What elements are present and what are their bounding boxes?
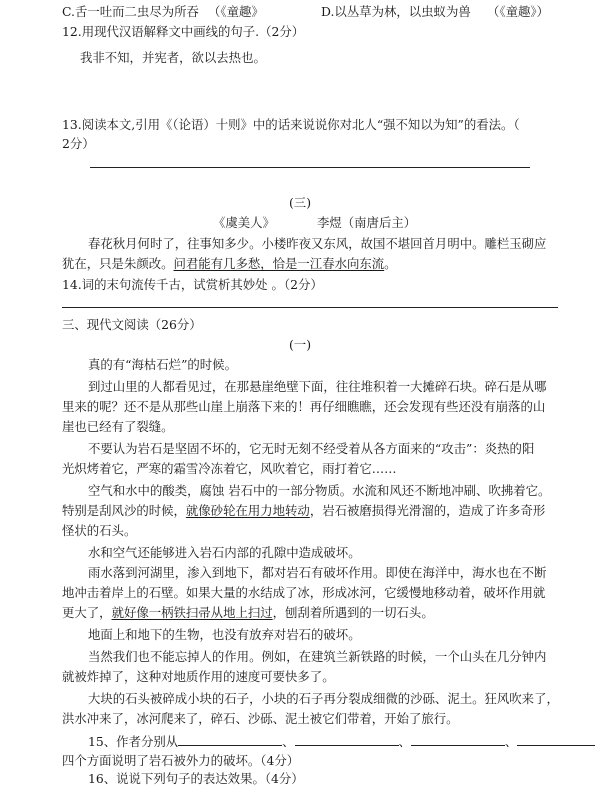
option-c-source: （《童趣》 <box>208 4 264 19</box>
q15-line2: 四个方面说明了岩石被外力的破坏。（4分） <box>62 753 300 768</box>
q15-blank-4[interactable] <box>517 733 595 746</box>
passage-p6-line2: 地冲击着岸上的石壁。如果大量的水结成了冰，形成冰河，它缓慢地移动着，破坏作用就 <box>62 585 546 600</box>
section3-heading: 三、现代文阅读（26分） <box>62 317 202 332</box>
section3-sub-label: (一) <box>288 337 312 352</box>
passage-p6-line1: 雨水落到河湖里，渗入到地下，都对岩石有破坏作用。即使在海洋中，海水也在不断 <box>88 565 547 580</box>
option-d: D.以丛草为林，以虫蚁为兽 <box>321 4 471 19</box>
q12-sentence: 我非不知，并宪者，欲以去热也。 <box>80 50 266 65</box>
q15-blank-3[interactable] <box>411 733 505 746</box>
q16-prompt: 16、说说下列句子的表达效果。（4分） <box>88 771 304 786</box>
passage-p4-line3: 怪状的石头。 <box>62 523 137 538</box>
passage-underlined-sandwheel: 就像砂轮在用力地转动 <box>185 503 310 518</box>
passage-p2-line1: 到过山里的人都看见过，在那悬崖绝壁下面，往往堆积着一大摊碎石块。碎石是从哪 <box>88 379 547 394</box>
passage-p4-line1: 空气和水中的酸类，腐蚀 岩石中的一部分物质。水流和风还不断地冲刷、吹拂着它。 <box>88 483 551 498</box>
passage-p2-line3: 崖也已经有了裂缝。 <box>62 419 174 434</box>
option-c: C.舌一吐而二虫尽为所吞 <box>62 4 199 19</box>
passage-p5: 水和空气还能够进入岩石内部的孔隙中造成破坏。 <box>88 545 361 560</box>
q13-answer-line[interactable] <box>90 167 530 168</box>
passage-p2-line2: 里来的呢？还不是从那些山崖上崩落下来的！再仔细瞧瞧，还会发现有些还没有崩落的山 <box>62 399 546 414</box>
passage-p6-line3: 更大了，就好像一柄铁扫帚从地上扫过，刨刮着所遇到的一切石头。 <box>62 605 434 620</box>
option-d-source: （《童趣》） <box>487 4 549 19</box>
q14-answer-line[interactable] <box>62 307 558 308</box>
passage-underlined-broom: 就好像一柄铁扫帚从地上扫过 <box>111 605 273 620</box>
poem-line2: 犹在，只是朱颜改。问君能有几多愁，恰是一江春水向东流。 <box>62 256 397 271</box>
poem-author: 李煜（南唐后主） <box>317 215 417 230</box>
passage-p9-line2: 洪水冲来了，冰河爬来了，碎石、沙砾、泥土被它们带着，开始了旅行。 <box>62 711 459 726</box>
passage-p8-line1: 当然我们也不能忘掉人的作用。例如，在建筑兰新铁路的时候，一个山头在几分钟内 <box>88 649 547 664</box>
passage-p3-line2: 光炽烤着它，严寒的霜雪冷冻着它，风吹着它，雨打着它…… <box>62 461 397 476</box>
passage-p9-line1: 大块的石头被碎成小块的石子，小块的石子再分裂成细微的沙砾、泥土。狂风吹来了， <box>88 691 559 706</box>
q14-prompt: 14.词的末句流传千古，试赏析其妙处 。（2分） <box>62 277 323 292</box>
passage-p1: 真的有“海枯石烂”的时候。 <box>88 357 237 372</box>
q15-line1: 15、作者分别从 、 、 、 <box>88 733 595 750</box>
poem-section-label: (三) <box>288 195 312 210</box>
poem-title: 《虞美人》 <box>213 215 275 230</box>
passage-p7: 地面上和地下的生物，也没有放弃对岩石的破坏。 <box>88 627 361 642</box>
q15-blank-2[interactable] <box>295 733 399 746</box>
passage-p4-line2: 特别是刮风沙的时候，就像砂轮在用力地转动，岩石被磨损得光滑溜的，造成了许多奇形 <box>62 503 546 518</box>
passage-p8-line2: 就被炸掉了，这种对地质作用的速度可要快多了。 <box>62 669 335 684</box>
passage-p3-line1: 不要认为岩石是坚固不坏的，它无时无刻不经受着从各方面来的“攻击”：炎热的阳 <box>88 441 535 456</box>
q15-blank-1[interactable] <box>178 733 282 746</box>
q13-prompt-line1: 13.阅读本文,引用《（论语）十则》中的话来说说你对北人“强不知以为知”的看法。（ <box>62 117 520 132</box>
q12-prompt: 12.用现代汉语解释文中画线的句子.（2分） <box>62 24 305 39</box>
poem-line1: 春花秋月何时了，往事知多少。小楼昨夜又东风，故国不堪回首月明中。雕栏玉砌应 <box>88 236 547 251</box>
poem-underlined-sentence: 问君能有几多愁，恰是一江春水向东流 <box>173 256 385 271</box>
q13-prompt-line2: 2分） <box>62 136 95 151</box>
